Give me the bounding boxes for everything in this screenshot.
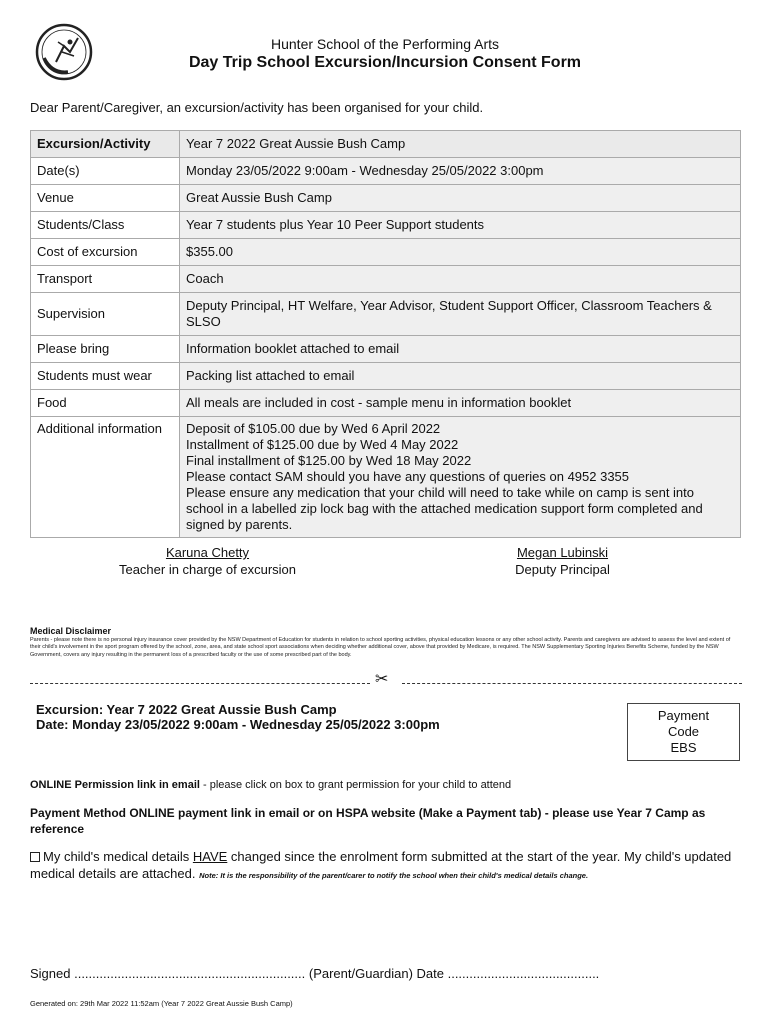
table-row (31, 212, 741, 239)
table-row (31, 266, 741, 293)
medical-details-statement (30, 848, 745, 884)
row-label: Cost of excursion (31, 239, 180, 266)
row-value: Great Aussie Bush Camp (180, 185, 741, 212)
deputy-name: Megan Lubinski (516, 545, 609, 560)
payment-method: Payment Method ONLINE payment link in email or on HSPA website (Make a Payment tab) - please use Year 7 Camp as reference (30, 806, 706, 836)
signature-line[interactable]: Signed ................................................................ (Parent/Guardian) Date .......................................... (30, 966, 600, 981)
row-label: Additional information (31, 417, 180, 538)
dashed-line (402, 683, 742, 684)
table-row (31, 293, 741, 336)
medical-have: HAVE (192, 849, 228, 864)
row-label: Date(s) (31, 158, 180, 185)
table-row (31, 158, 741, 185)
row-value: $355.00 (180, 239, 741, 266)
row-value: Monday 23/05/2022 9:00am - Wednesday 25/05/2022 3:00pm (180, 158, 741, 185)
medical-disclaimer-text: Parents - please note there is no personal injury insurance cover provided by the NSW Department of Education for students in relation to school sporting activities, physical education lessons or any other school activity. Parents and caregivers are advised to assess the level and extent of their child's involvement in the sport program offered by the school, zone, area, and state school sport associations when deciding whether additional cover, above that provided by Medicare, is required. The NSW Supplementary Sporting Injuries Benefits Scheme, funded by the NSW Government, covers any injury resulting in the permanent loss of a prescribed faculty or the use of some prescribed part of the body. (30, 637, 731, 658)
school-name: Hunter School of the Performing Arts (271, 36, 499, 52)
generated-footer: Generated on: 29th Mar 2022 11:52am (Year 7 2022 Great Aussie Bush Camp) (30, 999, 293, 1008)
table-row (31, 417, 741, 538)
table-row (31, 390, 741, 417)
dashed-line (30, 683, 370, 684)
row-value: Coach (180, 266, 741, 293)
payment-box-line: Payment (657, 708, 710, 723)
teacher-signatory (100, 544, 315, 578)
deputy-role: Deputy Principal (515, 562, 610, 577)
row-value: Deputy Principal, HT Welfare, Year Advisor, Student Support Officer, Classroom Teachers & SLSO (180, 293, 741, 336)
row-label: Food (31, 390, 180, 417)
row-value: Packing list attached to email (180, 363, 741, 390)
additional-info-line: Please contact SAM should you have any questions of queries on 4952 3355 (186, 469, 630, 484)
row-label: Students must wear (31, 363, 180, 390)
row-label: Students/Class (31, 212, 180, 239)
payment-box-line: EBS (670, 740, 697, 755)
row-value: All meals are included in cost - sample menu in information booklet (180, 390, 741, 417)
table-row (31, 131, 741, 158)
medical-note: Note: It is the responsibility of the parent/carer to notify the school when their child's medical details change. (199, 871, 589, 880)
tear-off-line (30, 671, 742, 689)
teacher-role: Teacher in charge of excursion (118, 562, 297, 577)
scissors-icon: ✂ (375, 671, 389, 688)
row-label: Transport (31, 266, 180, 293)
deputy-signatory (490, 544, 635, 578)
additional-info-line: Deposit of $105.00 due by Wed 6 April 2022 (186, 421, 441, 436)
table-row (31, 363, 741, 390)
online-permission-text: - please click on box to grant permission for your child to attend (199, 779, 512, 791)
row-label: Venue (31, 185, 180, 212)
excursion-details-table (30, 130, 741, 538)
payment-code-box (627, 703, 740, 761)
teacher-name: Karuna Chetty (165, 545, 250, 560)
medical-text-post: changed since the enrolment form submitted at the start of the year. My child's updated medical details are attached. (30, 849, 732, 881)
additional-info-line: Please ensure any medication that your child will need to take while on camp is sent into school in a labelled zip lock bag with the attached medication support form completed and signed by parents. (186, 485, 703, 532)
payment-box-line: Code (667, 724, 700, 739)
row-value: Year 7 students plus Year 10 Peer Support students (180, 212, 741, 239)
additional-info-line: Final installment of $125.00 by Wed 18 May 2022 (186, 453, 472, 468)
online-permission (30, 779, 511, 791)
form-title: Day Trip School Excursion/Incursion Consent Form (188, 54, 582, 71)
medical-text-pre: My child's medical details (43, 849, 193, 864)
medical-disclaimer-title: Medical Disclaimer (30, 626, 112, 636)
row-value: Year 7 2022 Great Aussie Bush Camp (180, 131, 741, 158)
row-value: Information booklet attached to email (180, 336, 741, 363)
school-logo (34, 22, 94, 82)
table-row (31, 185, 741, 212)
row-label: Supervision (31, 293, 180, 336)
tearoff-date: Date: Monday 23/05/2022 9:00am - Wednesday 25/05/2022 3:00pm (36, 717, 440, 732)
tearoff-excursion: Excursion: Year 7 2022 Great Aussie Bush Camp (36, 702, 337, 717)
table-row (31, 336, 741, 363)
online-permission-link[interactable]: ONLINE Permission link in email (30, 779, 200, 791)
row-label: Please bring (31, 336, 180, 363)
additional-info (180, 417, 741, 538)
row-label: Excursion/Activity (31, 131, 180, 158)
additional-info-line: Installment of $125.00 due by Wed 4 May 2022 (186, 437, 459, 452)
intro-text: Dear Parent/Caregiver, an excursion/activity has been organised for your child. (30, 100, 484, 115)
medical-checkbox[interactable] (30, 852, 40, 862)
table-row (31, 239, 741, 266)
